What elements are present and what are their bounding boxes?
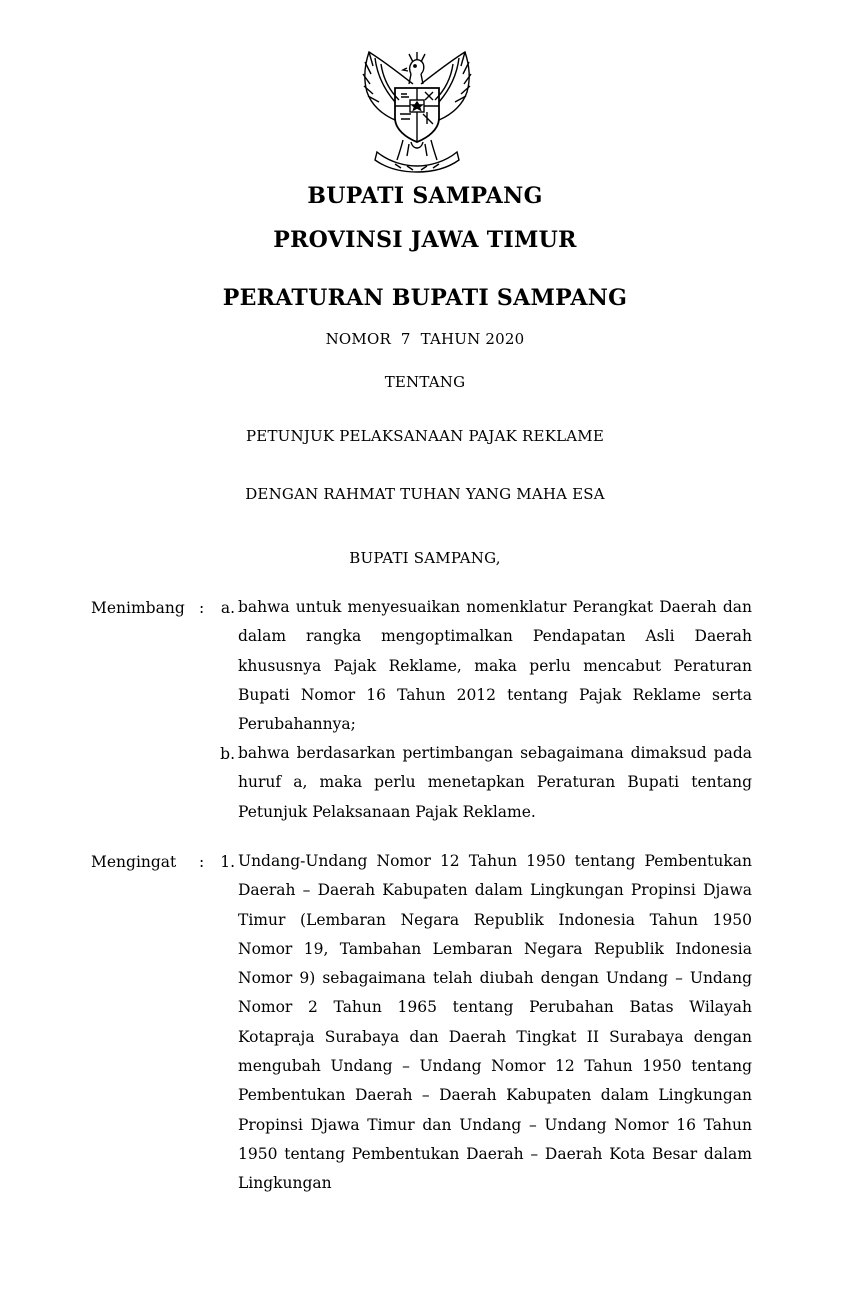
- garuda-emblem-icon: [355, 44, 479, 174]
- regulation-subject: PETUNJUK PELAKSANAAN PAJAK REKLAME: [246, 427, 604, 445]
- menimbang-item-a: bahwa untuk menyesuaikan nomenklatur Perangkat Daerah dan dalam rangka mengoptimalkan Pendapatan Asli Daerah khususnya Pajak Reklame, maka perlu mencabut Peraturan Bupati Nomor 16 Tahun 2012 tentang Pajak Reklame serta Perubahannya;: [238, 598, 752, 734]
- mengingat-label: Mengingat: [91, 853, 177, 871]
- invocation-line: DENGAN RAHMAT TUHAN YANG MAHA ESA: [245, 485, 605, 503]
- mengingat-item-marker-1: 1.: [220, 853, 235, 871]
- menimbang-colon: :: [199, 599, 205, 617]
- province-title: PROVINSI JAWA TIMUR: [273, 227, 577, 253]
- menimbang-item-b: bahwa berdasarkan pertimbangan sebagaimana dimaksud pada huruf a, maka perlu menetapkan Peraturan Bupati tentang Petunjuk Pelaksanaan Pajak Reklame.: [238, 744, 752, 821]
- mengingat-item-1: Undang-Undang Nomor 12 Tahun 1950 tentang Pembentukan Daerah – Daerah Kabupaten dalam Lingkungan Propinsi Djawa Timur (Lembaran Negara Republik Indonesia Tahun 1950 Nomor 19, Tambahan Lembaran Negara Republik Indonesia Nomor 9) sebagaimana telah diubah dengan Undang – Undang Nomor 2 Tahun 1965 tentang Perubahan Batas Wilayah Kotapraja Surabaya dan Daerah Tingkat II Surabaya dengan mengubah Undang – Undang Nomor 12 Tahun 1950 tentang Pembentukan Daerah – Daerah Kabupaten dalam Lingkungan Propinsi Djawa Timur dan Undang – Undang Nomor 16 Tahun 1950 tentang Pembentukan Daerah – Daerah Kota Besar dalam Lingkungan: [238, 852, 752, 1193]
- authority-title: BUPATI SAMPANG: [307, 183, 543, 209]
- issuer-line: BUPATI SAMPANG,: [349, 549, 501, 567]
- menimbang-item-marker-a: a.: [220, 599, 235, 617]
- menimbang-item-marker-b: b.: [220, 745, 235, 763]
- mengingat-colon: :: [199, 853, 205, 871]
- regulation-number: NOMOR 7 TAHUN 2020: [325, 330, 525, 348]
- about-label: TENTANG: [384, 373, 466, 391]
- regulation-title: PERATURAN BUPATI SAMPANG: [222, 285, 628, 311]
- menimbang-label: Menimbang: [91, 599, 185, 617]
